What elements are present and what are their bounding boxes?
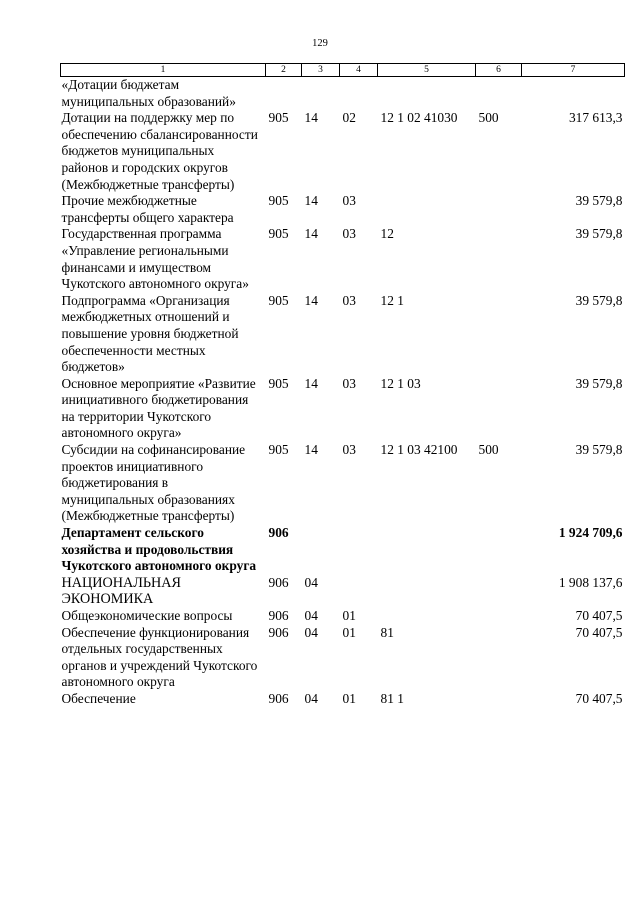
amount-cell: 39 579,8: [575, 442, 623, 458]
subsection-code-cell: 02: [342, 110, 356, 126]
row-name-cell: Государственная программа «Управление региональными финансами и имуществом Чукотского автономного округа»: [61, 226, 249, 292]
table-header-row: [61, 64, 625, 77]
expense-type-cell: [476, 691, 522, 708]
target-article-cell: 12: [380, 226, 394, 242]
target-article-cell: 81: [380, 624, 394, 640]
table-row: [61, 77, 625, 111]
column-header: 4: [340, 64, 378, 77]
table-row: [61, 376, 625, 442]
ministry-code-cell: 906: [268, 608, 289, 623]
section-code-cell: 04: [304, 624, 318, 640]
row-name-cell: Обеспечение функционирования отдельных государственных органов и учреждений Чукотского автономного округа: [61, 624, 258, 690]
ministry-code-cell: 905: [268, 292, 289, 308]
section-code-cell: 04: [304, 608, 318, 623]
row-name-cell: Департамент сельского хозяйства и продовольствия Чукотского автономного округа: [61, 525, 257, 574]
ministry-code-cell: 905: [268, 193, 289, 209]
expense-type-cell: [476, 193, 522, 226]
table-row: [61, 608, 625, 625]
table-row: [61, 293, 625, 376]
expense-type-cell: [476, 625, 522, 691]
amount-cell: 39 579,8: [575, 193, 623, 209]
expense-type-cell: 500: [478, 442, 499, 458]
row-name-cell: Прочие межбюджетные трансферты общего характера: [61, 193, 234, 225]
expense-type-cell: 500: [478, 110, 499, 126]
section-code-cell: 14: [304, 193, 318, 209]
ministry-code-cell: 906: [268, 525, 289, 541]
row-name-cell: «Дотации бюджетам муниципальных образований»: [61, 77, 236, 109]
ministry-code-cell: [266, 77, 302, 111]
amount-cell: 70 407,5: [575, 608, 623, 623]
column-header: 2: [266, 64, 302, 77]
section-code-cell: [302, 525, 340, 575]
ministry-code-cell: 906: [268, 574, 289, 590]
ministry-code-cell: 906: [268, 624, 289, 640]
section-code-cell: 14: [304, 226, 318, 242]
amount-cell: 317 613,3: [568, 110, 623, 126]
page-number: 129: [312, 38, 328, 49]
amount-cell: 70 407,5: [575, 690, 623, 706]
section-code-cell: 14: [304, 375, 318, 391]
subsection-code-cell: 03: [342, 193, 356, 209]
subsection-code-cell: [340, 77, 378, 111]
row-name-cell: Подпрограмма «Организация межбюджетных отношений и повышение уровня бюджетной обеспеченности местных бюджетов»: [61, 292, 239, 375]
section-code-cell: 14: [304, 292, 318, 308]
amount-cell: 1 924 709,6: [558, 525, 623, 541]
target-article-cell: 12 1 03 42100: [380, 442, 458, 458]
subsection-code-cell: 03: [342, 375, 356, 391]
target-article-cell: [378, 608, 476, 625]
row-name-cell: Субсидии на софинансирование проектов инициативного бюджетирования в муниципальных образованиях (Межбюджетные трансферты): [61, 442, 246, 524]
amount-cell: 39 579,8: [575, 226, 623, 242]
subsection-code-cell: 01: [342, 690, 356, 706]
ministry-code-cell: 905: [268, 375, 289, 391]
target-article-cell: 12 1 03: [380, 375, 421, 391]
subsection-code-cell: 03: [342, 292, 356, 308]
target-article-cell: [378, 193, 476, 226]
row-name-cell: Обеспечение: [61, 690, 136, 706]
column-header: 6: [476, 64, 522, 77]
target-article-cell: 81 1: [380, 690, 404, 706]
amount-cell: 1 908 137,6: [558, 574, 623, 590]
expense-type-cell: [476, 608, 522, 625]
table-row: [61, 193, 625, 226]
subsection-code-cell: 01: [342, 608, 356, 623]
section-code-cell: [302, 77, 340, 111]
row-name-cell: Общеэкономические вопросы: [61, 608, 233, 623]
ministry-code-cell: 906: [268, 690, 289, 706]
table-row: [61, 691, 625, 708]
section-code-cell: 14: [304, 442, 318, 458]
section-code-cell: 04: [304, 574, 318, 590]
column-header: 5: [378, 64, 476, 77]
table-row: [61, 442, 625, 525]
column-header: 3: [302, 64, 340, 77]
row-name-cell: Основное мероприятие «Развитие инициативного бюджетирования на территории Чукотского автономного округа»: [61, 375, 256, 441]
section-code-cell: 14: [304, 110, 318, 126]
budget-table: [60, 63, 625, 708]
target-article-cell: 12 1: [380, 292, 404, 308]
row-name-cell: НАЦИОНАЛЬНАЯ ЭКОНОМИКА: [61, 574, 181, 608]
table-row: [61, 625, 625, 691]
subsection-code-cell: 01: [342, 624, 356, 640]
target-article-cell: 12 1 02 41030: [380, 110, 458, 126]
amount-cell: [522, 77, 625, 111]
subsection-code-cell: [340, 525, 378, 575]
amount-cell: 70 407,5: [575, 624, 623, 640]
subsection-code-cell: [340, 575, 378, 608]
column-header: 1: [61, 64, 266, 77]
table-body: [61, 77, 625, 708]
table-row: [61, 575, 625, 608]
column-header: 7: [522, 64, 625, 77]
expense-type-cell: [476, 525, 522, 575]
row-name-cell: Дотации на поддержку мер по обеспечению сбалансированности бюджетов муниципальных районов и городских округов (Межбюджетные трансферты): [61, 110, 258, 192]
expense-type-cell: [476, 226, 522, 292]
table-row: [61, 226, 625, 292]
ministry-code-cell: 905: [268, 226, 289, 242]
ministry-code-cell: 905: [268, 110, 289, 126]
ministry-code-cell: 905: [268, 442, 289, 458]
section-code-cell: 04: [304, 690, 318, 706]
target-article-cell: [378, 575, 476, 608]
subsection-code-cell: 03: [342, 226, 356, 242]
expense-type-cell: [476, 293, 522, 376]
target-article-cell: [378, 77, 476, 111]
subsection-code-cell: 03: [342, 442, 356, 458]
expense-type-cell: [476, 77, 522, 111]
table-row: [61, 110, 625, 193]
expense-type-cell: [476, 376, 522, 442]
amount-cell: 39 579,8: [575, 375, 623, 391]
expense-type-cell: [476, 575, 522, 608]
amount-cell: 39 579,8: [575, 292, 623, 308]
table-row: [61, 525, 625, 575]
target-article-cell: [378, 525, 476, 575]
